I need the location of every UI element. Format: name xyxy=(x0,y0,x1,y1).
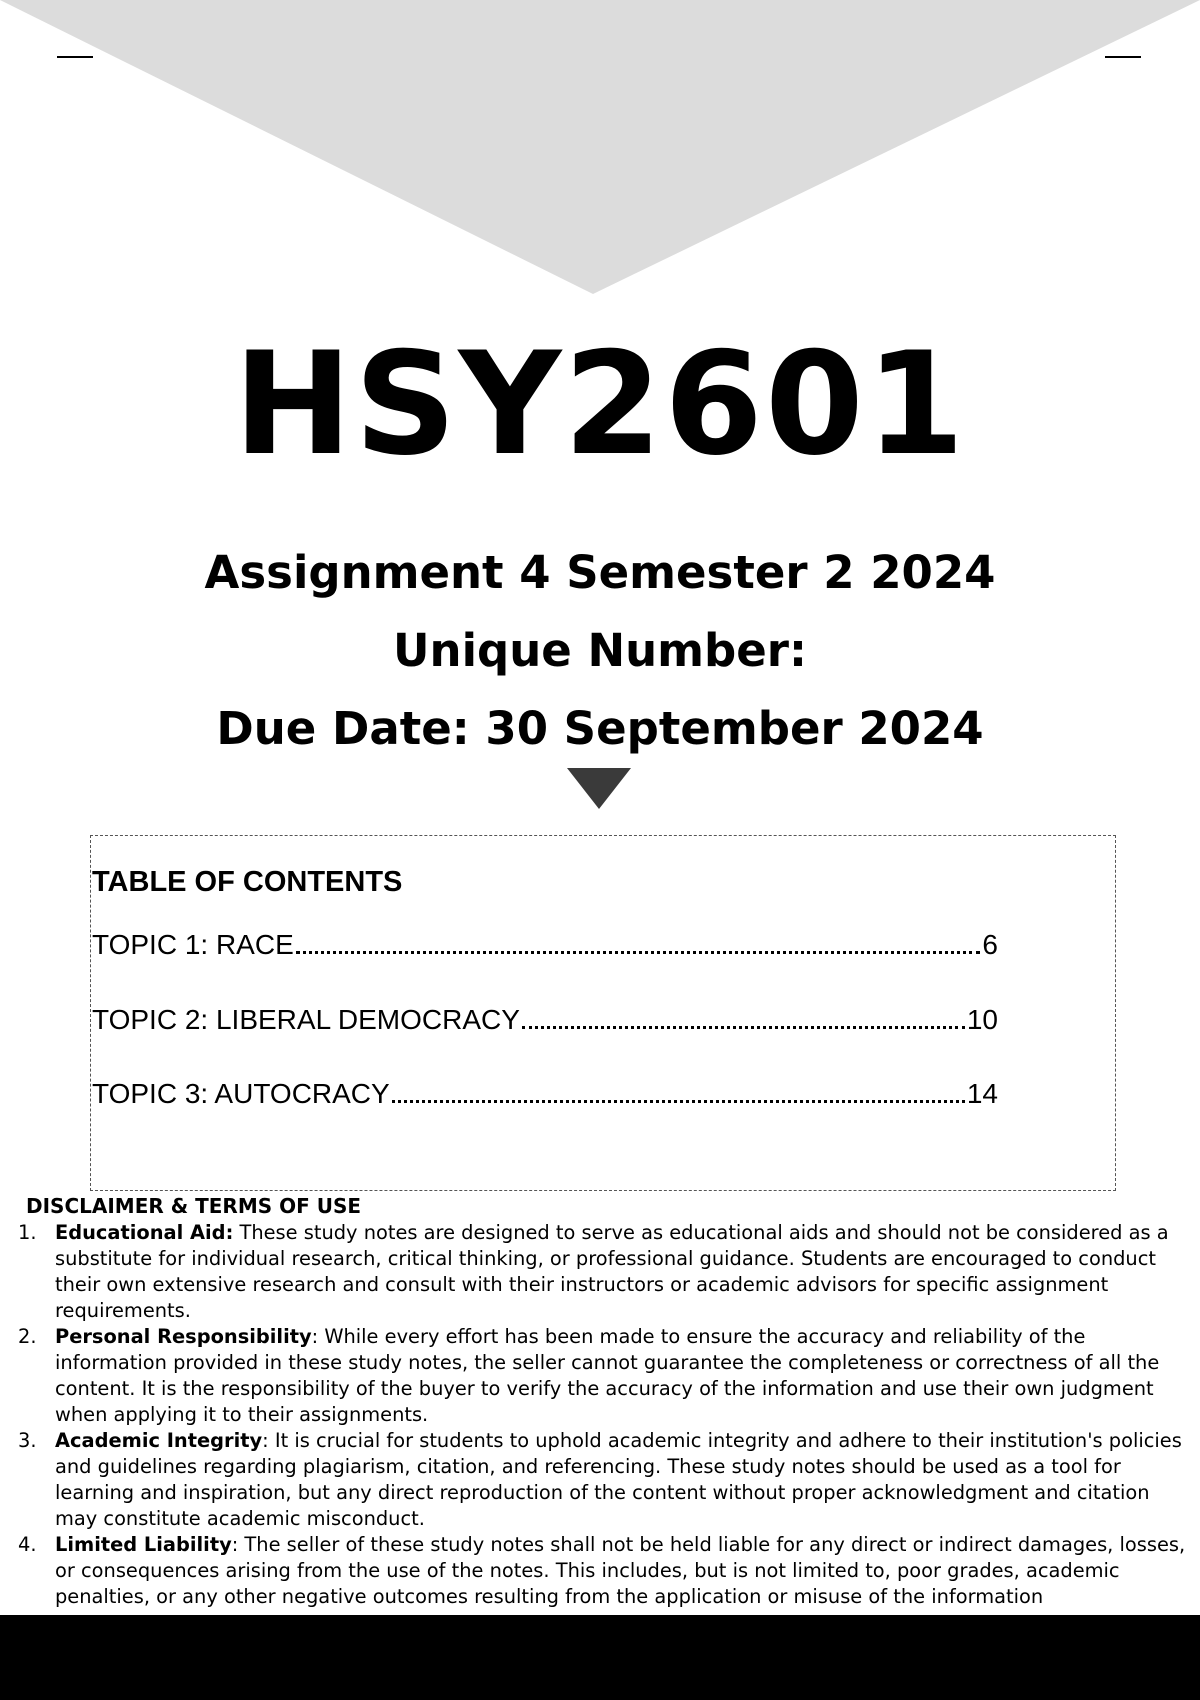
disclaimer-item xyxy=(0,1220,1190,1324)
corner-rule-right xyxy=(1105,56,1141,58)
disclaimer-item-text: These study notes are designed to serve as educational aids and should not be considered as a substitute for individual research, critical thinking, or professional guidance. Students are encouraged to conduct their own extensive research and consult with their instructors or academic advisors for specific assignment requirements. xyxy=(55,1221,1169,1322)
toc-entry-page: 10 xyxy=(966,1004,998,1035)
disclaimer-list xyxy=(0,1220,1190,1610)
disclaimer-item-number: 2. xyxy=(18,1325,37,1348)
disclaimer-item-term: Personal Responsibility xyxy=(55,1325,312,1348)
disclaimer-title: DISCLAIMER & TERMS OF USE xyxy=(26,1194,362,1218)
header-chevron-shape xyxy=(0,0,1200,300)
disclaimer-item-term: Educational Aid: xyxy=(55,1221,234,1244)
toc-dot-leader xyxy=(522,1004,965,1029)
unique-number-line: Unique Number: xyxy=(393,624,807,677)
disclaimer-item-text: : While every effort has been made to ensure the accuracy and reliability of the information provided in these study notes, the seller cannot guarantee the completeness or correctness of all the content. It is the responsibility of the buyer to verify the accuracy of the information and use their own judgment when applying it to their assignments. xyxy=(55,1325,1160,1426)
toc-entry-topic-3[interactable] xyxy=(92,1076,998,1112)
bottom-black-bar xyxy=(0,1615,1200,1700)
disclaimer-item xyxy=(0,1428,1190,1532)
toc-entry-topic-1[interactable] xyxy=(92,927,998,963)
corner-rule-left xyxy=(57,56,93,58)
toc-title: TABLE OF CONTENTS xyxy=(92,866,403,898)
toc-entry-page: 14 xyxy=(966,1078,998,1109)
disclaimer-item-term: Academic Integrity xyxy=(55,1429,263,1452)
course-code-title: HSY2601 xyxy=(233,322,967,487)
toc-dot-leader xyxy=(296,929,981,954)
disclaimer-item-term: Limited Liability xyxy=(55,1533,232,1556)
toc-entry-topic-2[interactable] xyxy=(92,1002,998,1038)
toc-entry-page: 6 xyxy=(982,929,998,960)
disclaimer-item-text: : It is crucial for students to uphold academic integrity and adhere to their institution's policies and guidelines regarding plagiarism, citation, and referencing. These study notes should be used as a tool for learning and inspiration, but any direct reproduction of the content without proper acknowledgment and citation may constitute academic misconduct. xyxy=(55,1429,1182,1530)
toc-entry-label: TOPIC 2: LIBERAL DEMOCRACY xyxy=(92,1004,520,1035)
disclaimer-item-number: 1. xyxy=(18,1221,37,1244)
toc-entry-label: TOPIC 1: RACE xyxy=(92,929,294,960)
disclaimer-item-number: 4. xyxy=(18,1533,37,1556)
disclaimer-item xyxy=(0,1532,1190,1610)
toc-entry-label: TOPIC 3: AUTOCRACY xyxy=(92,1078,390,1109)
disclaimer-item-number: 3. xyxy=(18,1429,37,1452)
disclaimer-item xyxy=(0,1324,1190,1428)
toc-dot-leader xyxy=(392,1078,965,1103)
down-triangle-icon xyxy=(567,768,631,809)
assignment-line: Assignment 4 Semester 2 2024 xyxy=(204,546,996,599)
disclaimer-item-text: : The seller of these study notes shall not be held liable for any direct or indirect damages, losses, or consequences arising from the use of the notes. This includes, but is not limited to, poor grades, academic penalties, or any other negative outcomes resulting from the application or misuse of the information xyxy=(55,1533,1186,1608)
due-date-line: Due Date: 30 September 2024 xyxy=(216,702,984,755)
